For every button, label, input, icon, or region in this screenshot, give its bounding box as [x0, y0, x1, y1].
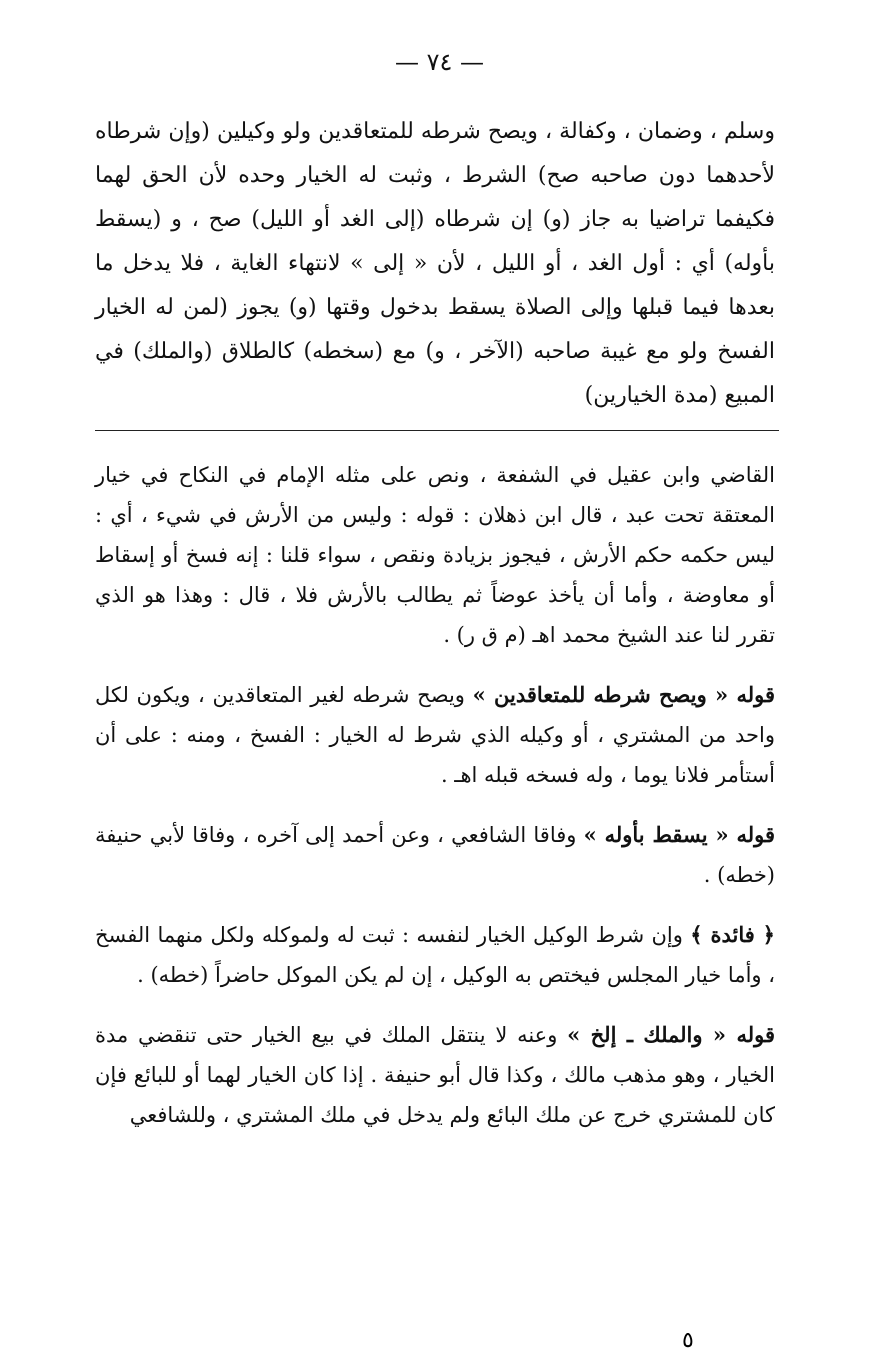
footnote-5-lead: قوله « والملك ـ إلخ »: [567, 1022, 775, 1047]
signature-mark: ٥: [682, 1333, 694, 1349]
footnote-1-text: القاضي وابن عقيل في الشفعة ، ونص على مثله الإمام في النكاح في خيار المعتقة تحت عبد ، قال ابن ذهلان : قوله : وليس من الأرش في شيء ، أي : ليس حكمه حكم الأرش ، فيجوز بزيادة ونقص ، سواء قلنا : إنه فسخ أو إسقاط أو معاوضة ، وأما أن يأخذ عوضاً ثم يطالب بالأرش فلا ، قال : وهذا هو الذي تقرر لنا عند الشيخ محمد اهـ (م ق ر) .: [95, 463, 775, 647]
footnote-2-lead: قوله « ويصح شرطه للمتعاقدين »: [472, 682, 775, 707]
footnote-4-lead: ﴿ فائدة ﴾: [690, 922, 775, 947]
main-paragraph: وسلم ، وضمان ، وكفالة ، ويصح شرطه للمتعاقدين ولو وكيلين (وإن شرطاه لأحدهما دون صاحبه صح) الشرط ، وثبت له الخيار وحده لأن الحق لهما فكيفما تراضيا به جاز (و) إن شرطاه (إلى الغد أو الليل) صح ، و (يسقط بأوله) أي : أول الغد ، أو الليل ، لأن « إلى » لانتهاء الغاية ، فلا يدخل ما بعدها فيما قبلها وإلى الصلاة يسقط بدخول وقتها (و) يجوز (لمن له الخيار الفسخ ولو مع غيبة صاحبه (الآخر ، و) مع (سخطه) كالطلاق (والملك) في المبيع (مدة الخيارين): [95, 119, 775, 408]
page-number: — ٧٤ —: [394, 48, 485, 76]
footnote-3: [95, 815, 775, 895]
footnote-5-text: وعنه لا ينتقل الملك في بيع الخيار حتى تنقضي مدة الخيار ، وهو مذهب مالك ، وكذا قال أبو حنيفة . إذا كان الخيار لهما أو للبائع فإن كان للمشتري خرج عن ملك البائع ولم يدخل في ملك المشتري ، وللشافعي: [95, 1023, 775, 1127]
footnote-2: [95, 675, 775, 795]
footnote-divider: [95, 430, 779, 431]
footnote-1: [95, 455, 775, 655]
footnote-3-lead: قوله « يسقط بأوله »: [583, 822, 775, 847]
footnote-3-text: وفاقا الشافعي ، وعن أحمد إلى آخره ، وفاقا لأبي حنيفة (خطه) .: [95, 823, 775, 887]
footnote-4-text: وإن شرط الوكيل الخيار لنفسه : ثبت له ولموكله ولكل منهما الفسخ ، وأما خيار المجلس فيختص به الوكيل ، إن لم يكن الموكل حاضراً (خطه) .: [95, 923, 775, 987]
footnote-4: [95, 915, 775, 995]
footnote-2-text: ويصح شرطه لغير المتعاقدين ، ويكون لكل واحد من المشتري ، أو وكيله الذي شرط له الخيار : الفسخ ، ومنه : على أن أستأمر فلانا يوما ، وله فسخه قبله اهـ .: [95, 683, 775, 787]
main-text: [95, 110, 775, 418]
footnote-5: [95, 1015, 775, 1135]
footnotes: [95, 455, 775, 1155]
